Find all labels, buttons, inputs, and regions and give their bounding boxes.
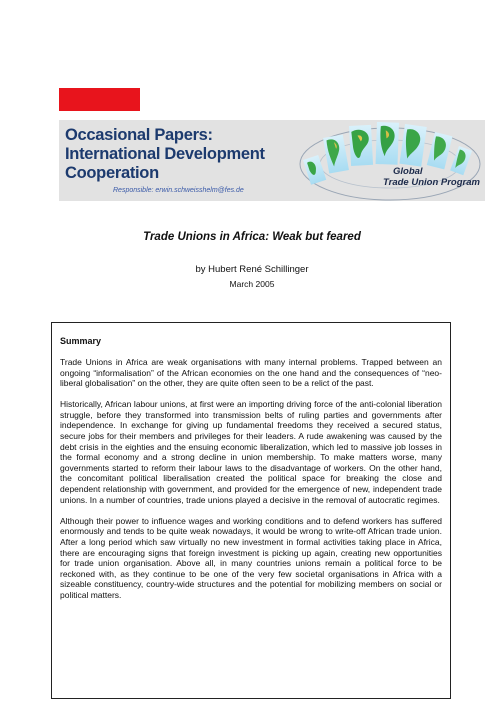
summary-box bbox=[51, 322, 451, 699]
summary-heading: Summary bbox=[60, 336, 102, 346]
globe-maps-graphic bbox=[295, 120, 485, 201]
summary-paragraph-3: Although their power to influence wages and working conditions and to defend workers has suffered enormously and tends to be quite weak nowadays, it would be wrong to write-off African trade union. After a long period which saw virtually no new investment in formal activities taking place in Africa, there are encouraging signs that foreign investment is picking up again, creating new opportunities for trade union organisation. Above all, in many countries unions remain a political force to be reckoned with, as they continue to be one of the very few societal organisations in Africa with a sizeable constituency, country-wide structures and the potential for mobilizing members on social or political matters. bbox=[60, 515, 442, 600]
summary-paragraph-1: Trade Unions in Africa are weak organisations with many internal problems. Trapped between an ongoing “informalisation” of the African economies on the one hand and the consequences of “neo-liberal globalisation” on the other, they are quite often seen to be a relict of the past. bbox=[60, 357, 442, 389]
program-label-line-2: Trade Union Program bbox=[383, 177, 480, 188]
responsible-email: Responsible: erwin.schweisshelm@fes.de bbox=[113, 187, 244, 194]
document-title: Trade Unions in Africa: Weak but feared bbox=[143, 231, 361, 243]
program-label-line-1: Global bbox=[393, 166, 423, 177]
summary-paragraph-2: Historically, African labour unions, at first were an importing driving force of the anti-colonial liberation struggle, before they transformed into transmission belts of ruling parties and governments after independence. In exchange for giving up fundamental freedoms they received a secured status, secure jobs for their members and privileges for their leaders. A rude awakening was caused by the debt crisis in the eighties and the ensuing economic liberalization, which led to massive job losses in the formal economy and a strong decline in union membership. To make matters worse, many governments started to reform their labour laws to the disadvantage of workers. On the other hand, the concomitant political liberalisation created the political space for breaking the close and dependent relationship with government, and provided for the emergence of new, independent trade unions. In a number of countries, trade unions played a decisive in the removal of autocratic regimes. bbox=[60, 399, 442, 505]
document-date: March 2005 bbox=[229, 279, 275, 289]
document-author: by Hubert René Schillinger bbox=[195, 264, 309, 275]
series-title-line-1: Occasional Papers: bbox=[65, 126, 213, 144]
red-accent-bar bbox=[59, 88, 140, 111]
series-title-line-2: International Development bbox=[65, 145, 265, 163]
series-banner bbox=[59, 120, 485, 201]
series-title bbox=[65, 126, 265, 183]
program-label bbox=[383, 166, 480, 188]
series-title-line-3: Cooperation bbox=[65, 164, 159, 182]
